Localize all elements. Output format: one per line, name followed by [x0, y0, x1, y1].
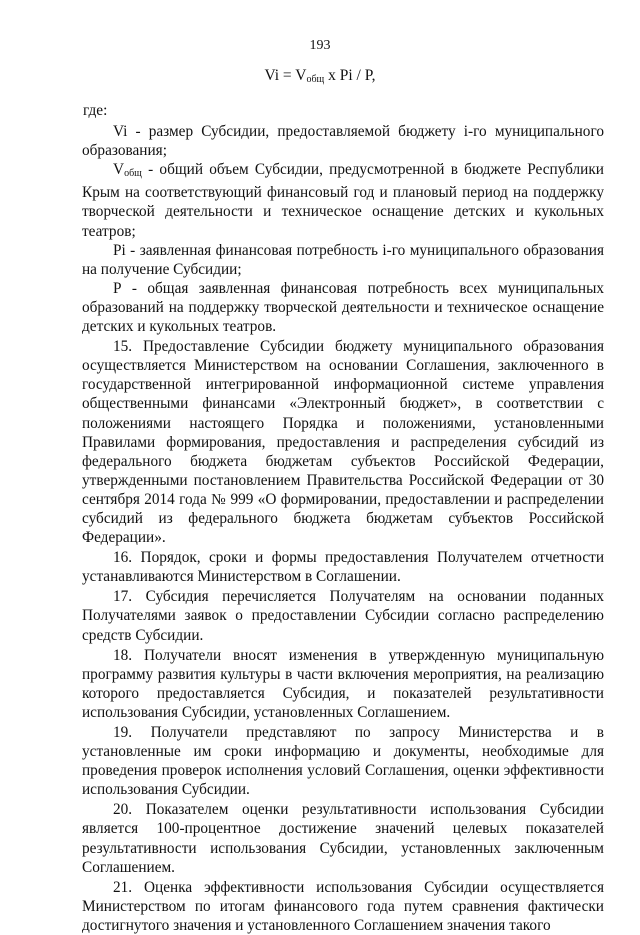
- definition-vobsh: [82, 160, 604, 240]
- vobsh-symbol: V: [113, 161, 125, 179]
- definition-p: Р - общая заявленная финансовая потребность всех муниципальных образований на поддержку творческой деятельности и техническое оснащение детских и кукольных театров.: [82, 279, 604, 336]
- paragraph-15: 15. Предоставление Субсидии бюджету муниципального образования осуществляется Министерством на основании Соглашения, заключенного в государственной интегрированной информационной системе управления общественными финансами «Электронный бюджет», в соответствии с положениями настоящего Порядка и положениями, установленными Правилами формирования, предоставления и распределения субсидий из федерального бюджета бюджетам субъектов Российской Федерации, утвержденными постановлением Правительства Российской Федерации от 30 сентября 2014 года № 999 «О формировании, предоставлении и распределении субсидий из федерального бюджета бюджетам субъектов Российской Федерации».: [82, 338, 604, 547]
- paragraph-18: 18. Получатели вносят изменения в утвержденную муниципальную программу развития культуры в части включения мероприятия, на реализацию которого предоставляется Субсидия, и показателей результативности использования Субсидии, установленных Соглашением.: [82, 646, 604, 721]
- paragraph-16: 16. Порядок, сроки и формы предоставления Получателем отчетности устанавливаются Министерством в Соглашении.: [82, 549, 604, 586]
- where-label: где:: [83, 102, 108, 119]
- formula-lhs: Vi = V: [264, 67, 307, 84]
- definition-pi: Pi - заявленная финансовая потребность i-го муниципального образования на получение Субсидии;: [82, 241, 604, 278]
- paragraph-21: 21. Оценка эффективности использования Субсидии осуществляется Министерством по итогам финансового года путем сравнения фактически достигнутого значения и установленного Соглашением значения такого: [82, 878, 604, 934]
- formula: [0, 66, 640, 90]
- page-number: 193: [309, 38, 331, 53]
- formula-subscript: общ: [306, 74, 325, 85]
- document-body: [82, 101, 604, 935]
- formula-rhs: x Pi / P,: [324, 67, 376, 84]
- definition-vi: Vi - размер Субсидии, предоставляемой бюджету i-го муниципального образования;: [82, 123, 604, 160]
- paragraph-20: 20. Показателем оценки результативности использования Субсидии является 100-процентное достижение значений целевых показателей результативности использования Субсидии, установленных заключенным Соглашением.: [82, 801, 604, 876]
- paragraph-17: 17. Субсидия перечисляется Получателям на основании поданных Получателями заявок о предоставлении Субсидии согласно распределению средств Субсидии.: [82, 588, 604, 644]
- vobsh-subscript: общ: [124, 168, 142, 180]
- paragraph-19: 19. Получатели представляют по запросу Министерства и в установленные им сроки информацию и документы, необходимые для проведения проверок исполнения условий Соглашения, оценки эффективности использования Субсидии.: [82, 724, 604, 799]
- vobsh-text: - общий объем Субсидии, предусмотренной в бюджете Республики Крым на соответствующий финансовый год и плановый период на поддержку творческой деятельности и техническое оснащение детских и кукольных театров;: [82, 161, 604, 240]
